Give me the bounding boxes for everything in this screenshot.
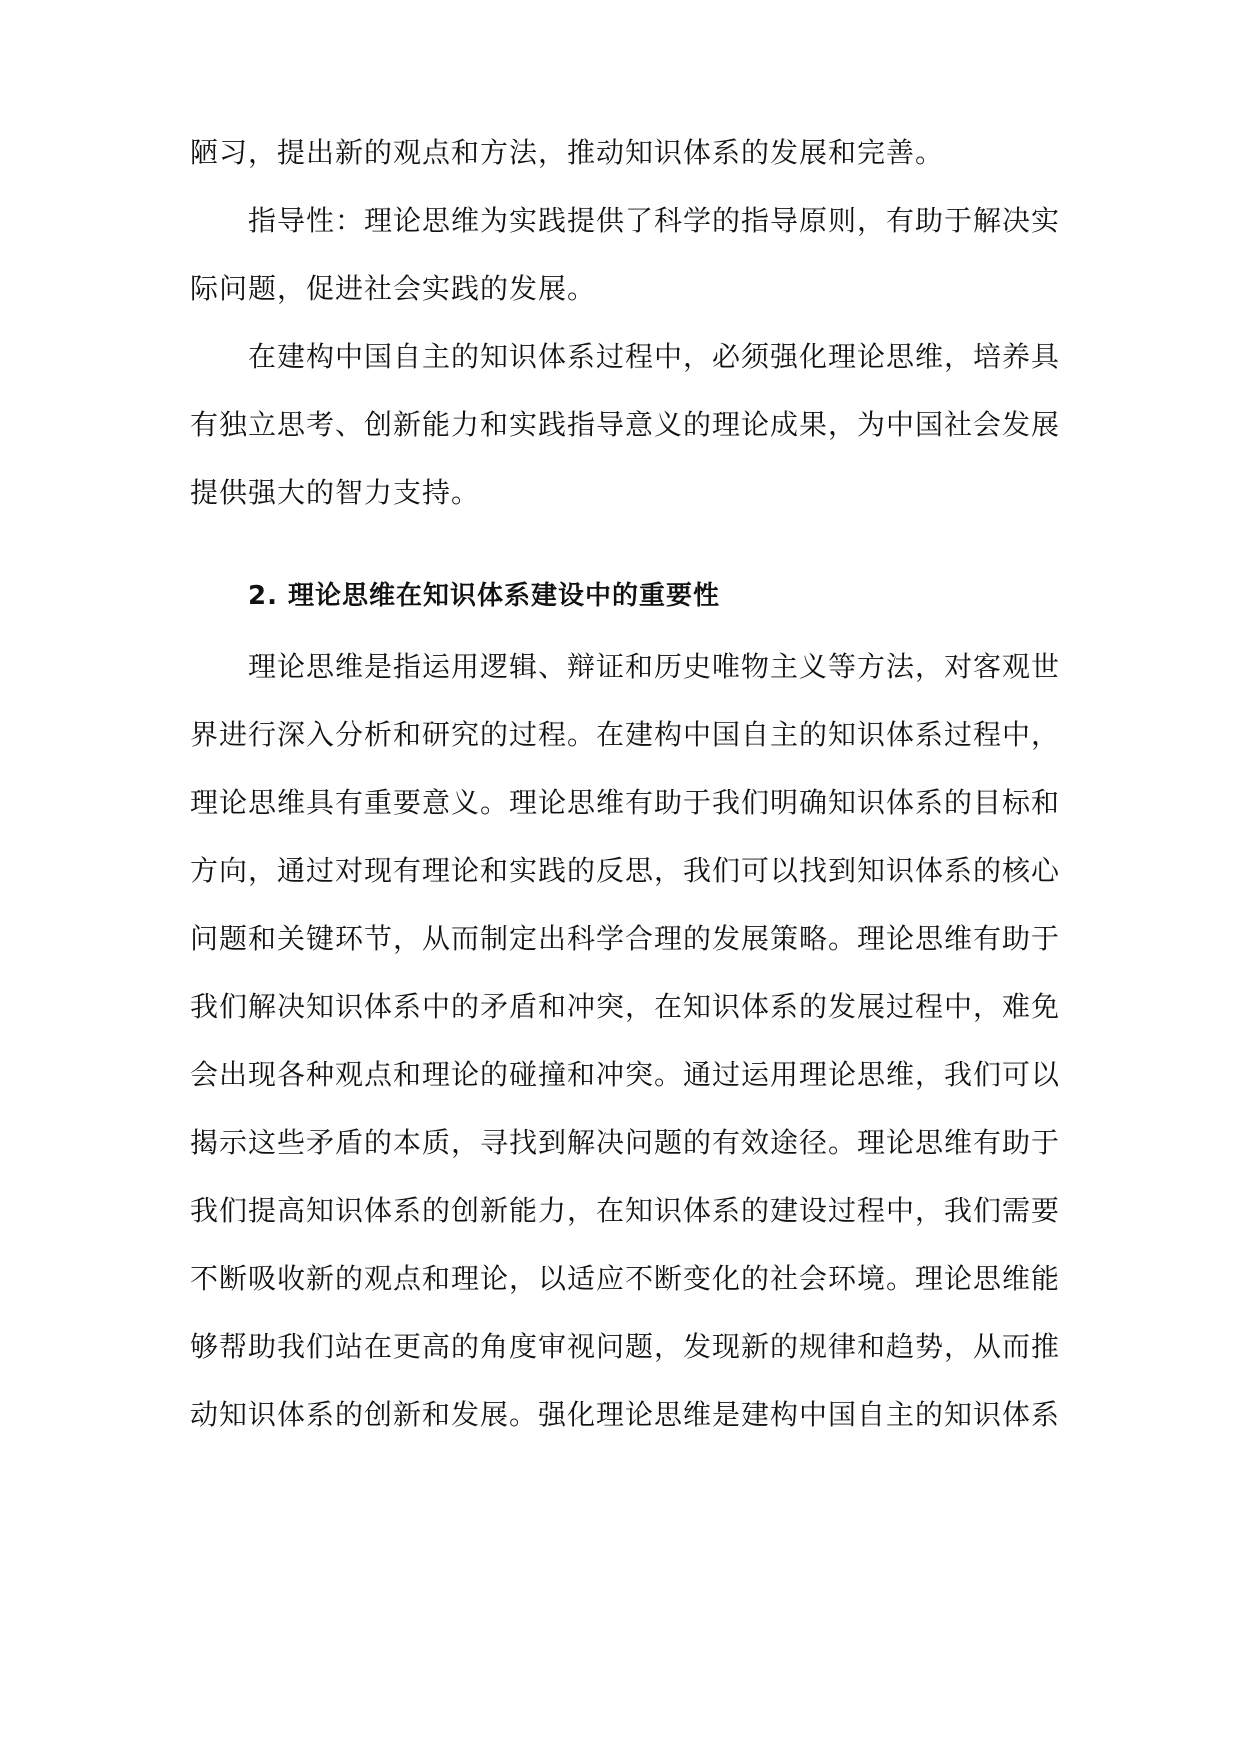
paragraph-line: 揭示这些矛盾的本质，寻找到解决问题的有效途径。理论思维有助于 — [190, 1126, 1061, 1159]
paragraph-line: 提供强大的智力支持。 — [190, 476, 481, 509]
section-heading: 2. 理论思维在知识体系建设中的重要性 — [248, 581, 721, 611]
paragraph-line: 理论思维具有重要意义。理论思维有助于我们明确知识体系的目标和 — [190, 786, 1061, 819]
paragraph-line: 会出现各种观点和理论的碰撞和冲突。通过运用理论思维，我们可以 — [190, 1058, 1061, 1091]
paragraph-line: 际问题，促进社会实践的发展。 — [190, 272, 597, 305]
paragraph-line: 有独立思考、创新能力和实践指导意义的理论成果，为中国社会发展 — [190, 408, 1061, 441]
paragraph-line: 我们解决知识体系中的矛盾和冲突，在知识体系的发展过程中，难免 — [190, 990, 1061, 1023]
paragraph-line: 够帮助我们站在更高的角度审视问题，发现新的规律和趋势，从而推 — [190, 1330, 1061, 1363]
paragraph-line: 我们提高知识体系的创新能力，在知识体系的建设过程中，我们需要 — [190, 1194, 1061, 1227]
paragraph-line: 不断吸收新的观点和理论，以适应不断变化的社会环境。理论思维能 — [190, 1262, 1061, 1295]
paragraph-line: 理论思维是指运用逻辑、辩证和历史唯物主义等方法，对客观世 — [248, 650, 1061, 683]
paragraph-line: 陋习，提出新的观点和方法，推动知识体系的发展和完善。 — [190, 136, 945, 169]
paragraph-line: 问题和关键环节，从而制定出科学合理的发展策略。理论思维有助于 — [190, 922, 1061, 955]
paragraph-line: 界进行深入分析和研究的过程。在建构中国自主的知识体系过程中， — [190, 718, 1061, 751]
paragraph-line: 动知识体系的创新和发展。强化理论思维是建构中国自主的知识体系 — [190, 1398, 1061, 1431]
paragraph-line: 方向，通过对现有理论和实践的反思，我们可以找到知识体系的核心 — [190, 854, 1061, 887]
paragraph-line: 指导性：理论思维为实践提供了科学的指导原则，有助于解决实 — [248, 204, 1061, 237]
paragraph-line: 在建构中国自主的知识体系过程中，必须强化理论思维，培养具 — [248, 340, 1061, 373]
